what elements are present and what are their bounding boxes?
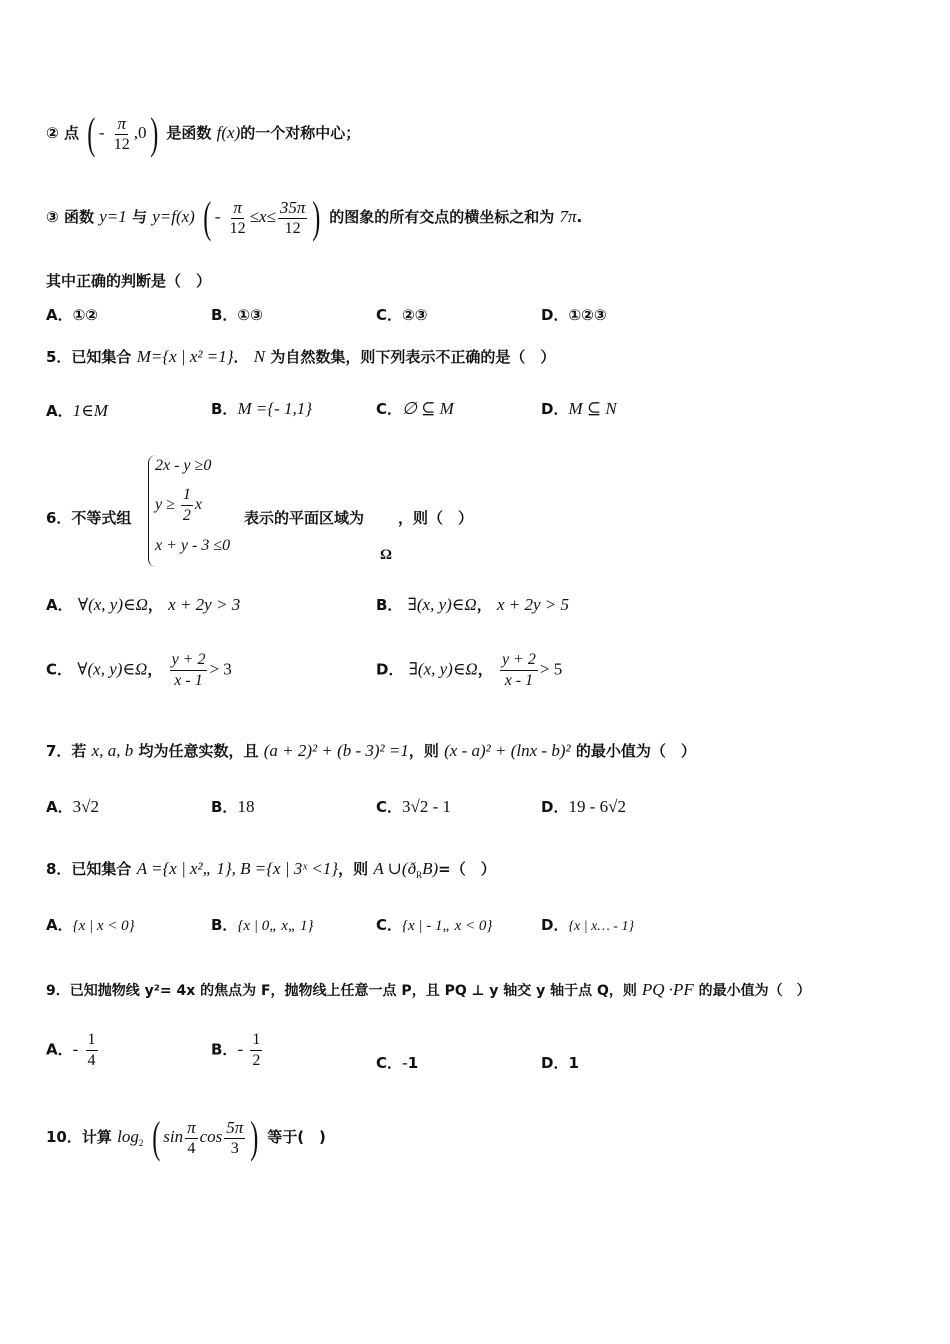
q8-option-a[interactable]: A．{x | x < 0}: [46, 916, 135, 934]
question-4-prompt: 其中正确的判断是（ ）: [46, 272, 212, 290]
inequality-system: 2x - y ≥0 y ≥ $\frac{1}{2}$ x x + y - 3 ≤0: [148, 455, 259, 567]
q9-option-b[interactable]: B．- $\frac{1}{2}$: [211, 1031, 261, 1069]
q6-option-c[interactable]: C． ∀(x, y)∈Ω， $\frac{y + 2}{x - 1}$ > 3: [46, 651, 232, 689]
q9-option-a[interactable]: A．- $\frac{1}{4}$: [46, 1031, 96, 1069]
q9-option-d[interactable]: D．1: [541, 1054, 579, 1072]
q9-option-c[interactable]: C．-1: [376, 1053, 419, 1072]
question-5: 5．已知集合 M={x | x² =1}． N 为自然数集，则下列表示不正确的是（ ）: [46, 347, 556, 366]
q6-option-d[interactable]: D． ∃(x, y)∈Ω， $\frac{y + 2}{x - 1}$ > 5: [376, 651, 563, 689]
q4-option-d[interactable]: D．①②③: [541, 306, 607, 324]
question-9: 9．已知抛物线 y²= 4x 的焦点为 F，抛物线上任意一点 P，且 PQ ⊥ y 轴交 y 轴于点 Q，则 PQ ·PF 的最小值为（ ）: [46, 980, 811, 999]
q7-option-c[interactable]: C．3√2 - 1: [376, 797, 452, 816]
q7-option-b[interactable]: B．18: [211, 797, 255, 816]
q4-option-a[interactable]: A．①②: [46, 306, 99, 324]
fraction: $\frac{\pi}{12}$: [113, 113, 130, 153]
q6-text-region: 表示的平面区域为: [244, 509, 365, 527]
q8-option-b[interactable]: B．{x | 0„ x„ 1}: [211, 916, 314, 934]
omega-symbol: Ω: [380, 547, 393, 563]
q7-option-d[interactable]: D．19 - 6√2: [541, 797, 626, 816]
q8-option-c[interactable]: C．{x | - 1„ x < 0}: [376, 916, 493, 934]
statement-mark: ②: [46, 124, 59, 142]
q5-option-c[interactable]: C．∅ ⊆ M: [376, 399, 454, 418]
q5-option-b[interactable]: B．M ={- 1,1}: [211, 399, 313, 418]
question-6-number: 6．不等式组: [46, 509, 132, 527]
statement-3: ③ 函数 y=1 与 y=f(x) ( - $\frac{\pi}{12}$ ≤x≤ $\frac{35\pi}{12}$ ) 的图象的所有交点的横坐标之和为 7π.: [46, 193, 583, 242]
q4-option-b[interactable]: B．①③: [211, 306, 263, 324]
question-7: 7．若 x, a, b 均为任意实数，且 (a + 2)² + (b - 3)² =1，则 (x - a)² + (lnx - b)² 的最小值为（ ）: [46, 741, 696, 760]
q4-option-c[interactable]: C．②③: [376, 306, 428, 324]
question-8: 8．已知集合 A ={x | x²„ 1}, B ={x | 3ˣ <1}，则 A $\cup(ð_RB)=$（ ）: [46, 859, 496, 880]
q6-option-b[interactable]: B． ∃(x, y)∈Ω， x + 2y > 5: [376, 595, 569, 614]
q5-option-d[interactable]: D．M ⊆ N: [541, 399, 617, 418]
statement-2: ② 点 ( - $\frac{\pi}{12}$ ,0) 是函数 f(x)的一个对称中心；: [46, 109, 361, 158]
q6-text-then: ，则（ ）: [398, 509, 474, 527]
question-10: 10．计算 $\log_2$ ( sin $\frac{\pi}{4}$ cos $\frac{5\pi}{3}$ ) 等于( ): [46, 1113, 326, 1162]
q5-option-a[interactable]: A．1∈M: [46, 401, 108, 420]
q8-option-d[interactable]: D．{x | x… - 1}: [541, 916, 635, 934]
q6-option-a[interactable]: A． ∀(x, y)∈Ω， x + 2y > 3: [46, 595, 241, 614]
q7-option-a[interactable]: A．3√2: [46, 797, 99, 816]
